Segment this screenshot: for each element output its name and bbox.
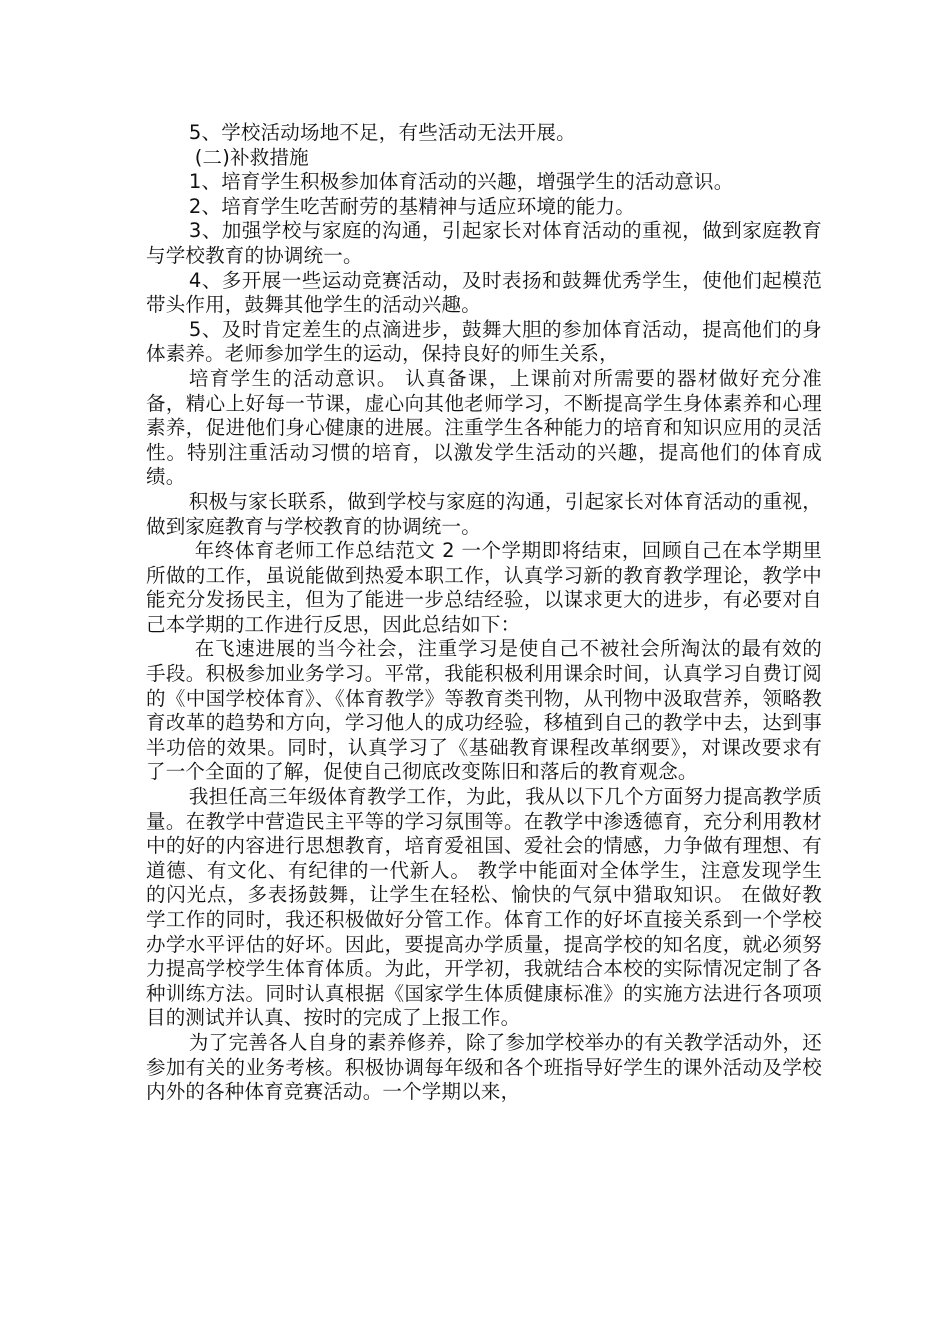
- document-body: [146, 121, 822, 1105]
- paragraph-5: 3、加强学校与家庭的沟通，引起家长对体育活动的重视，做到家庭教育与学校教育的协调统一。: [146, 219, 822, 267]
- paragraph-12: 我担任高三年级体育教学工作，为此，我从以下几个方面努力提高教学质量。在教学中营造民主平等的学习氛围等。在教学中渗透德育，充分利用教材中的好的内容进行思想教育，培育爱祖国、爱社会的情感，力争做有理想、有道德、有文化、有纪律的一代新人。 教学中能面对全体学生，注意发现学生的闪光点，多表扬鼓舞，让学生在轻松、愉快的气氛中猎取知识。 在做好教学工作的同时，我还积极做好分管工作。体育工作的好坏直接关系到一个学校办学水平评估的好坏。因此，要提高办学质量，提高学校的知名度，就必须努力提高学校学生体育体质。为此，开学初，我就结合本校的实际情况定制了各种训练方法。同时认真根据《国家学生体质健康标准》的实施方法进行各项项目的测试并认真、按时的完成了上报工作。: [146, 785, 822, 1030]
- paragraph-7: 5、及时肯定差生的点滴进步，鼓舞大胆的参加体育活动，提高他们的身体素养。老师参加学生的运动，保持良好的师生关系，: [146, 317, 822, 366]
- paragraph-9: 积极与家长联系，做到学校与家庭的沟通，引起家长对体育活动的重视，做到家庭教育与学校教育的协调统一。: [146, 489, 822, 538]
- paragraph-1: 5、学校活动场地不足，有些活动无法开展。: [188, 121, 576, 144]
- paragraph-13: 为了完善各人自身的素养修养，除了参加学校举办的有关教学活动外，还参加有关的业务考核。积极协调每年级和各个班指导好学生的课外活动及学校内外的各种体育竞赛活动。一个学期以来，: [146, 1030, 822, 1104]
- paragraph-4: 2、培育学生吃苦耐劳的基精神与适应环境的能力。: [188, 194, 635, 218]
- paragraph-6: 4、多开展一些运动竞赛活动，及时表扬和鼓舞优秀学生，使他们起模范带头作用，鼓舞其他学生的活动兴趣。: [146, 268, 822, 317]
- paragraph-8: 培育学生的活动意识。 认真备课，上课前对所需要的器材做好充分准备，精心上好每一节课，虚心向其他老师学习，不断提高学生身体素养和心理素养，促进他们身心健康的进展。注重学生各种能力的培育和知识应用的灵活性。特别注重活动习惯的培育，以激发学生活动的兴趣，提高他们的体育成绩。: [146, 366, 822, 489]
- paragraph-2: (二)补救措施: [194, 145, 309, 169]
- paragraph-3: 1、培育学生积极参加体育活动的兴趣，增强学生的活动意识。: [188, 170, 734, 194]
- paragraph-11: 在飞速进展的当今社会，注重学习是使自己不被社会所淘汰的最有效的手段。积极参加业务学习。平常，我能积极利用课余时间，认真学习自费订阅的《中国学校体育》、《体育教学》等教育类刊物，从刊物中汲取营养，领略教育改革的趋势和方向，学习他人的成功经验，移植到自己的教学中去，达到事半功倍的效果。同时，认真学习了《基础教育课程改革纲要》，对课改要求有了一个全面的了解，促使自己彻底改变陈旧和落后的教育观念。: [146, 637, 822, 784]
- paragraph-10: 年终体育老师工作总结范文 2 一个学期即将结束，回顾自己在本学期里所做的工作，虽说能做到热爱本职工作，认真学习新的教育教学理论，教学中能充分发扬民主，但为了能进一步总结经验，以谋求更大的进步，有必要对自己本学期的工作进行反思，因此总结如下：: [146, 539, 822, 636]
